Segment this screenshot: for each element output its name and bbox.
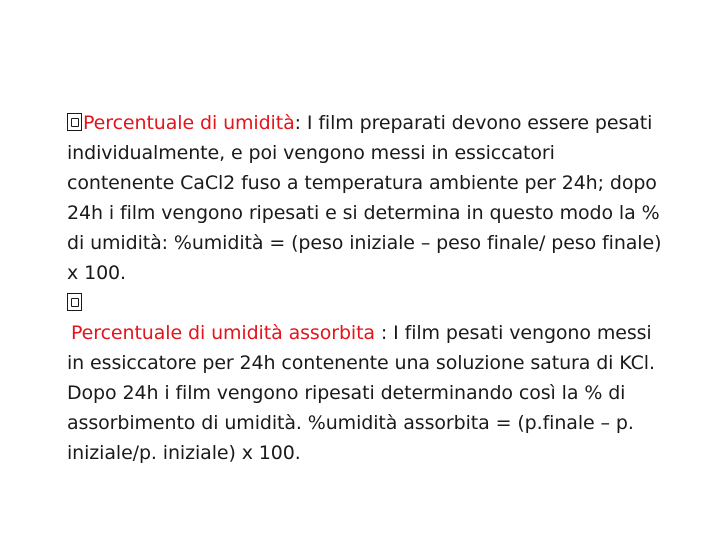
section-title-umidita: Percentuale di umidità — [83, 112, 295, 134]
section-title-umidita-assorbita: Percentuale di umidità assorbita — [71, 322, 375, 344]
paragraph-umidita-assorbita — [67, 318, 667, 468]
section-body-umidita: I film preparati devono essere pesati individualmente, e poi vengono messi in essiccatori contenente CaCl2 fuso a temperatura ambiente per 24h; dopo 24h i film vengono ripesati e si determina in questo modo la % di umidità: %umidità = (peso iniziale – peso finale/ peso finale) x 100. — [67, 112, 662, 284]
section-body-umidita-assorbita: I film pesati vengono messi in essiccatore per 24h contenente una soluzione satura di KCl. Dopo 24h i film vengono ripesati determinando così la % di assorbimento di umidità. %umidità assorbita = (p.finale – p. iniziale/p. iniziale) x 100. — [67, 322, 655, 464]
missing-glyph-icon — [67, 113, 82, 131]
section-colon: : — [294, 112, 307, 134]
separator-line — [67, 288, 667, 318]
text-block — [67, 108, 667, 468]
paragraph-percentuale-umidita — [67, 108, 667, 288]
section-colon: : — [374, 322, 394, 344]
missing-glyph-icon — [67, 293, 82, 311]
